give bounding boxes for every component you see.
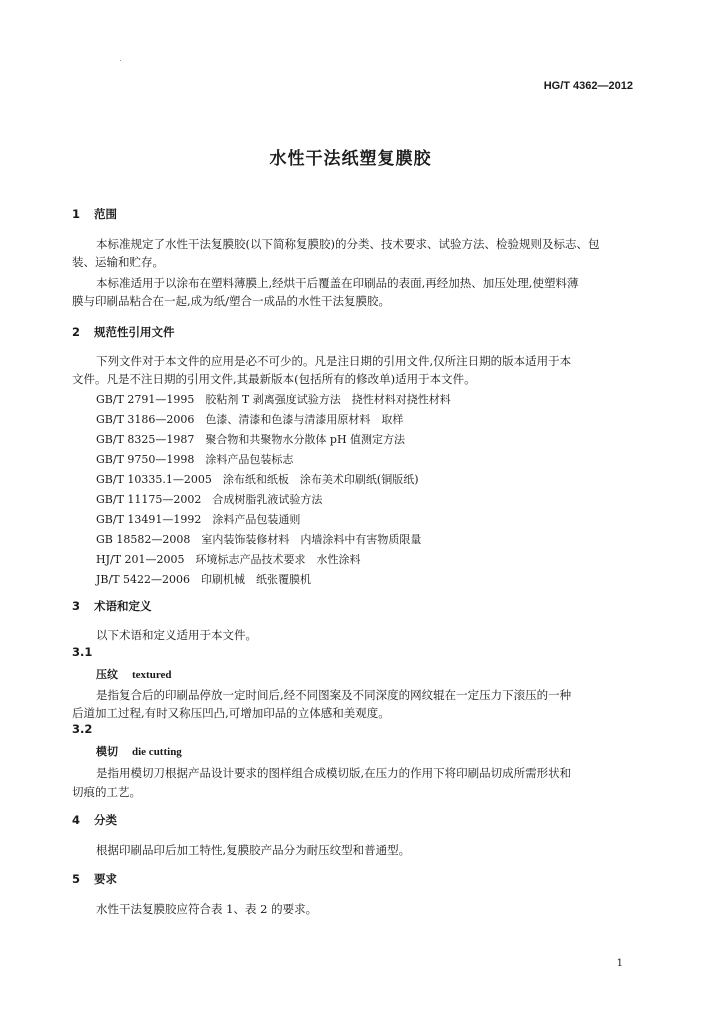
reference-item bbox=[96, 511, 300, 527]
section-title: 范围 bbox=[94, 207, 117, 221]
section-number: 5 bbox=[72, 872, 81, 886]
reference-title: 印刷机械 纸张覆膜机 bbox=[201, 573, 312, 586]
reference-code: GB/T 8325—1987 bbox=[96, 433, 195, 446]
reference-title: 聚合物和共聚物水分散体 pH 值测定方法 bbox=[205, 433, 406, 446]
reference-code: GB/T 11175—2002 bbox=[96, 493, 202, 506]
section-1-heading bbox=[72, 206, 117, 222]
section-number: 2 bbox=[72, 325, 81, 339]
paragraph-line: 膜与印刷品粘合在一起,成为纸/塑合一成品的水性干法复膜胶。 bbox=[72, 294, 391, 308]
reference-code: GB/T 9750—1998 bbox=[96, 453, 195, 466]
reference-title: 涂料产品包装通则 bbox=[212, 513, 301, 526]
paragraph-line: 文件。凡是不注日期的引用文件,其最新版本(包括所有的修改单)适用于本文件。 bbox=[72, 372, 476, 386]
term-chinese: 压纹 bbox=[96, 668, 118, 681]
section-title: 术语和定义 bbox=[94, 599, 152, 613]
paragraph-line: 水性干法复膜胶应符合表 1、表 2 的要求。 bbox=[96, 902, 318, 916]
reference-item bbox=[96, 471, 419, 487]
reference-item bbox=[96, 451, 293, 467]
paragraph-line: 是指用模切刀根据产品设计要求的图样组合成模切版,在压力的作用下将印刷品切成所需形状和 bbox=[96, 766, 572, 780]
section-title: 要求 bbox=[94, 872, 117, 886]
section-title: 分类 bbox=[94, 813, 117, 827]
reference-title: 环境标志产品技术要求 水性涂料 bbox=[195, 553, 361, 566]
paragraph-line: 根据印刷品印后加工特性,复膜胶产品分为耐压纹型和普通型。 bbox=[96, 843, 411, 857]
paragraph-line: 本标准规定了水性干法复膜胶(以下简称复膜胶)的分类、技术要求、试验方法、检验规则及标志、包 bbox=[96, 237, 600, 251]
reference-code: GB/T 10335.1—2005 bbox=[96, 473, 212, 486]
section-4-heading bbox=[72, 812, 117, 828]
term-english: textured bbox=[132, 669, 172, 681]
reference-title: 胶粘剂 T 剥离强度试验方法 挠性材料对挠性材料 bbox=[205, 393, 451, 406]
section-2-heading bbox=[72, 324, 175, 340]
reference-code: GB/T 13491—1992 bbox=[96, 513, 202, 526]
section-5-heading bbox=[72, 871, 117, 887]
reference-item bbox=[96, 391, 451, 407]
reference-code: JB/T 5422—2006 bbox=[96, 573, 191, 586]
reference-item bbox=[96, 571, 311, 587]
term-number: 3.1 bbox=[72, 645, 93, 659]
term-number: 3.2 bbox=[72, 722, 93, 736]
page-number: 1 bbox=[616, 958, 623, 969]
paragraph-line: 后道加工过程,有时又称压凹凸,可增加印品的立体感和美观度。 bbox=[72, 706, 390, 720]
section-3-heading bbox=[72, 598, 152, 614]
paragraph-line: 切痕的工艺。 bbox=[72, 785, 141, 799]
standard-code: HG/T 4362—2012 bbox=[543, 80, 633, 92]
reference-item bbox=[96, 431, 405, 447]
reference-title: 色漆、清漆和色漆与清漆用原材料 取样 bbox=[205, 413, 404, 426]
section-number: 3 bbox=[72, 599, 81, 613]
reference-title: 室内装饰装修材料 内墙涂料中有害物质限量 bbox=[201, 533, 422, 546]
reference-code: GB/T 2791—1995 bbox=[96, 393, 195, 406]
term-english: die cutting bbox=[132, 746, 182, 758]
reference-title: 涂料产品包装标志 bbox=[205, 453, 294, 466]
section-title: 规范性引用文件 bbox=[94, 325, 175, 339]
paragraph-line: 以下术语和定义适用于本文件。 bbox=[96, 628, 257, 642]
reference-title: 涂布纸和纸板 涂布美术印刷纸(铜版纸) bbox=[222, 473, 419, 486]
paragraph-line: 本标准适用于以涂布在塑料薄膜上,经烘干后覆盖在印刷品的表面,再经加热、加压处理,使塑料薄 bbox=[96, 276, 579, 290]
reference-item bbox=[96, 551, 361, 567]
reference-item bbox=[96, 411, 403, 427]
reference-item bbox=[96, 491, 322, 507]
paragraph-line: 是指复合后的印刷品停放一定时间后,经不同图案及不同深度的网纹辊在一定压力下滚压的一种 bbox=[96, 688, 572, 702]
document-title: 水性干法纸塑复膜胶 bbox=[269, 149, 432, 169]
reference-title: 合成树脂乳液试验方法 bbox=[212, 493, 323, 506]
term-entry bbox=[96, 743, 182, 759]
section-number: 4 bbox=[72, 813, 81, 827]
term-entry bbox=[96, 666, 172, 682]
reference-code: GB/T 3186—2006 bbox=[96, 413, 195, 426]
reference-item bbox=[96, 531, 421, 547]
paragraph-line: 下列文件对于本文件的应用是必不可少的。凡是注日期的引用文件,仅所注日期的版本适用于本 bbox=[96, 354, 572, 368]
section-number: 1 bbox=[72, 207, 81, 221]
scan-speck bbox=[120, 60, 121, 61]
reference-code: HJ/T 201—2005 bbox=[96, 553, 185, 566]
paragraph-line: 装、运输和贮存。 bbox=[72, 255, 164, 269]
term-chinese: 模切 bbox=[96, 745, 118, 758]
reference-code: GB 18582—2008 bbox=[96, 533, 191, 546]
